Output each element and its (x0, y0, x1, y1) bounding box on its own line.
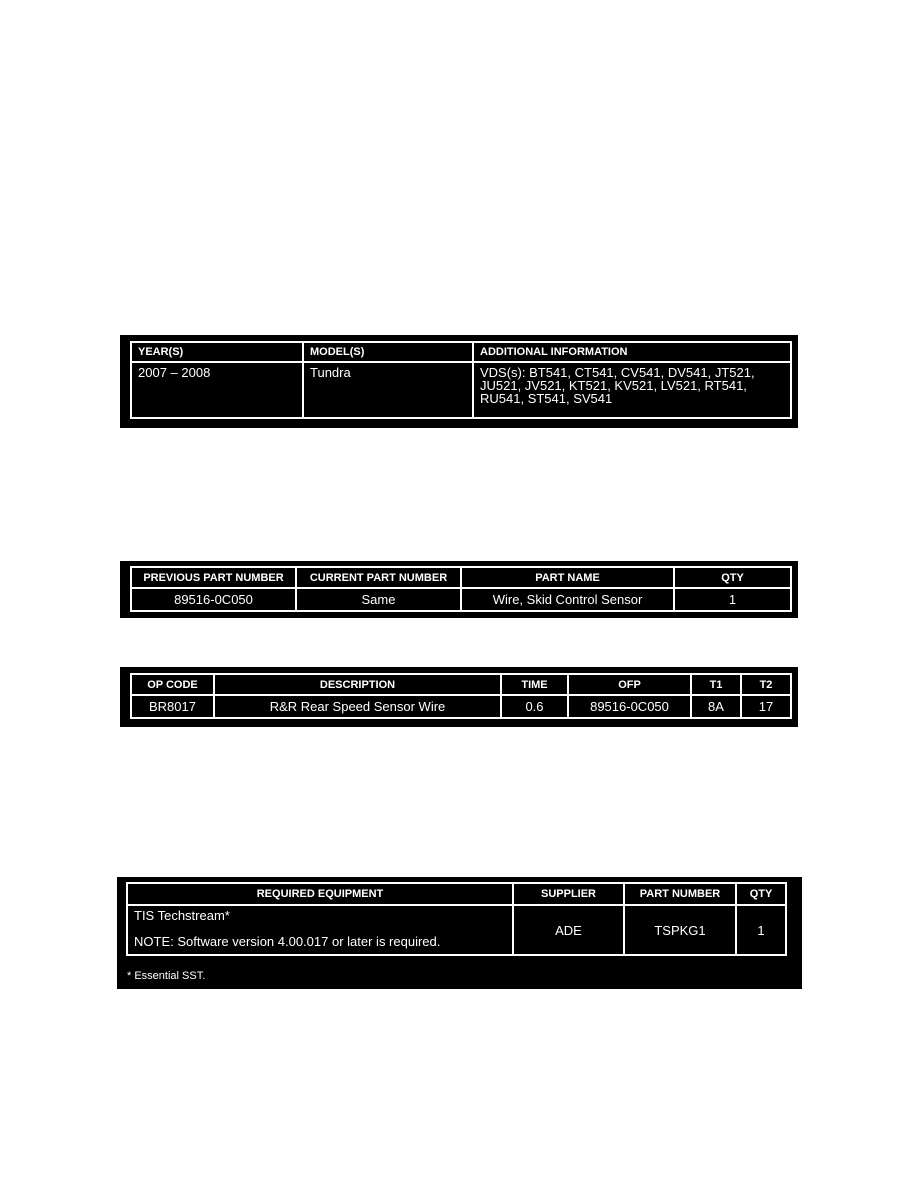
header-qty: QTY (674, 567, 791, 588)
cell-supplier: ADE (513, 905, 624, 955)
table-header-row (131, 567, 791, 588)
cell-qty: 1 (736, 905, 786, 955)
header-t1: T1 (691, 674, 741, 695)
header-years: YEAR(S) (131, 342, 303, 362)
header-additional-info: ADDITIONAL INFORMATION (473, 342, 791, 362)
table-header-row (131, 674, 791, 695)
footnote: * Essential SST. (127, 970, 206, 982)
cell-op-code: BR8017 (131, 695, 214, 718)
table-row (131, 695, 791, 718)
cell-equipment (127, 905, 513, 955)
cell-years: 2007 – 2008 (131, 362, 303, 418)
parts-panel (120, 561, 798, 618)
header-op-code: OP CODE (131, 674, 214, 695)
cell-description: R&R Rear Speed Sensor Wire (214, 695, 501, 718)
header-required-equipment: REQUIRED EQUIPMENT (127, 883, 513, 905)
warranty-panel (120, 667, 798, 727)
cell-additional-info: VDS(s): BT541, CT541, CV541, DV541, JT521, JU521, JV521, KT521, KV521, LV521, RT541, RU541, ST541, SV541 (473, 362, 791, 418)
cell-model: Tundra (303, 362, 473, 418)
cell-t2: 17 (741, 695, 791, 718)
cell-current-part-number: Same (296, 588, 461, 611)
header-ofp: OFP (568, 674, 691, 695)
table-header-row (127, 883, 786, 905)
header-time: TIME (501, 674, 568, 695)
table-row (131, 588, 791, 611)
header-models: MODEL(S) (303, 342, 473, 362)
cell-t1: 8A (691, 695, 741, 718)
cell-previous-part-number: 89516-0C050 (131, 588, 296, 611)
header-supplier: SUPPLIER (513, 883, 624, 905)
table-row (127, 905, 786, 955)
equipment-table (126, 882, 787, 956)
equipment-note: NOTE: Software version 4.00.017 or later is required. (134, 934, 441, 949)
cell-part-name: Wire, Skid Control Sensor (461, 588, 674, 611)
header-t2: T2 (741, 674, 791, 695)
equipment-panel (117, 877, 802, 989)
applicability-table (130, 341, 792, 419)
header-part-name: PART NAME (461, 567, 674, 588)
table-header-row (131, 342, 791, 362)
cell-ofp: 89516-0C050 (568, 695, 691, 718)
applicability-panel (120, 335, 798, 428)
warranty-table (130, 673, 792, 719)
header-part-number: PART NUMBER (624, 883, 736, 905)
header-previous-part-number: PREVIOUS PART NUMBER (131, 567, 296, 588)
parts-table (130, 566, 792, 612)
cell-time: 0.6 (501, 695, 568, 718)
header-current-part-number: CURRENT PART NUMBER (296, 567, 461, 588)
cell-qty: 1 (674, 588, 791, 611)
equipment-name: TIS Techstream* (134, 908, 230, 923)
header-description: DESCRIPTION (214, 674, 501, 695)
cell-part-number: TSPKG1 (624, 905, 736, 955)
table-row (131, 362, 791, 418)
header-qty: QTY (736, 883, 786, 905)
